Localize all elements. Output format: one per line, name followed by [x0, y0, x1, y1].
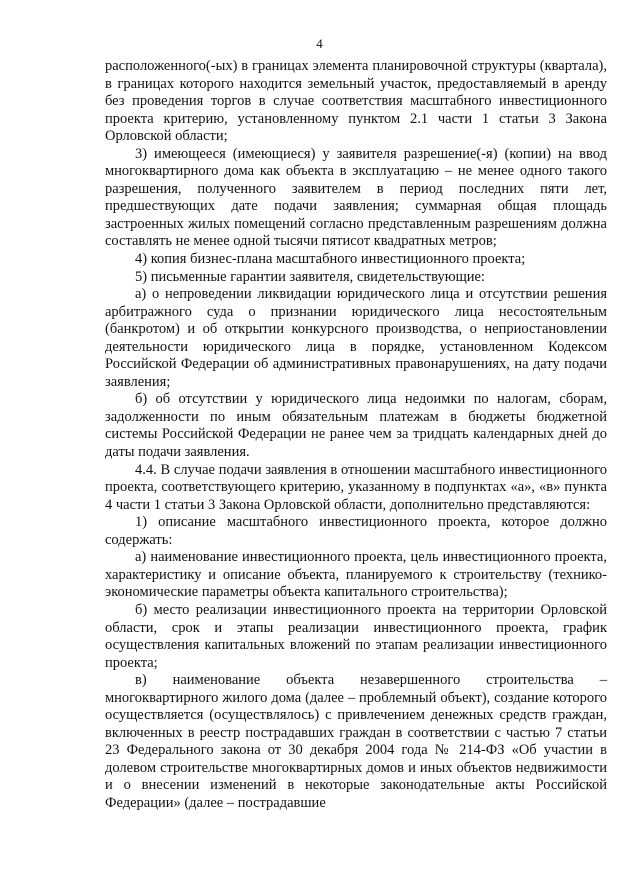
paragraph-item-1b: б) место реализации инвестиционного проекта на территории Орловской области, срок и этапы реализации инвестиционного проекта, график осуществления капитальных вложений по этапам реализации инвестиционного проекта;: [105, 601, 607, 671]
paragraph-item-5: 5) письменные гарантии заявителя, свидетельствующие:: [135, 268, 485, 285]
paragraph-continuation: расположенного(-ых) в границах элемента планировочной структуры (квартала), в границах которого находится земельный участок, предоставляемый в аренду без проведения торгов в случае соответствия масштабного инвестиционного проекта критерию, установленному пунктом 2.1 части 1 статьи 3 Закона Орловской области;: [105, 58, 607, 145]
paragraph-item-5b: б) об отсутствии у юридического лица недоимки по налогам, сборам, задолженности по иным обязательным платежам в бюджеты бюджетной системы Российской Федерации не ранее чем за тридцать календарных дней до даты подачи заявления.: [105, 391, 607, 461]
paragraph-item-3: 3) имеющееся (имеющиеся) у заявителя разрешение(-я) (копии) на ввод многоквартирного дома как объекта в эксплуатацию – не менее одного такого разрешения, полученного заявителем в период последних пяти лет, предшествующих дате подачи заявления; суммарная общая площадь застроенных жилых помещений согласно представленным разрешениям должна составлять не менее одной тысячи пятисот квадратных метров;: [105, 145, 607, 250]
paragraph-item-1: 1) описание масштабного инвестиционного проекта, которое должно содержать:: [105, 514, 607, 548]
paragraph-section-4-4: 4.4. В случае подачи заявления в отношении масштабного инвестиционного проекта, соответствующего критерию, указанному в подпунктах «а», «в» пункта 4 части 1 статьи 3 Закона Орловской области, дополнительно представляются:: [105, 461, 607, 513]
document-body: [105, 58, 607, 813]
paragraph-item-1v: в) наименование объекта незавершенного строительства – многоквартирного жилого дома (далее – проблемный объект), создание которого осуществляется (осуществлялось) с привлечением денежных средств граждан, включенных в реестр пострадавших граждан в соответствии с частью 7 статьи 23 Федерального закона от 30 декабря 2004 года № 214-ФЗ «Об участии в долевом строительстве многоквартирных домов и иных объектов недвижимости и о внесении изменений в некоторые законодательные акты Российской Федерации» (далее – пострадавшие: [105, 672, 607, 811]
page-number: 4: [316, 36, 323, 51]
paragraph-item-5a: а) о непроведении ликвидации юридического лица и отсутствии решения арбитражного суда о признании юридического лица несостоятельным (банкротом) и об открытии конкурсного производства, о неприостановлении деятельности юридического лица в порядке, установленном Кодексом Российской Федерации об административных правонарушениях, на дату подачи заявления;: [105, 286, 607, 390]
paragraph-item-1a: а) наименование инвестиционного проекта, цель инвестиционного проекта, характеристику и описание объекта, планируемого к строительству (технико-экономические параметры объекта капитального строительства);: [105, 549, 607, 601]
paragraph-item-4: 4) копия бизнес-плана масштабного инвестиционного проекта;: [135, 251, 526, 268]
